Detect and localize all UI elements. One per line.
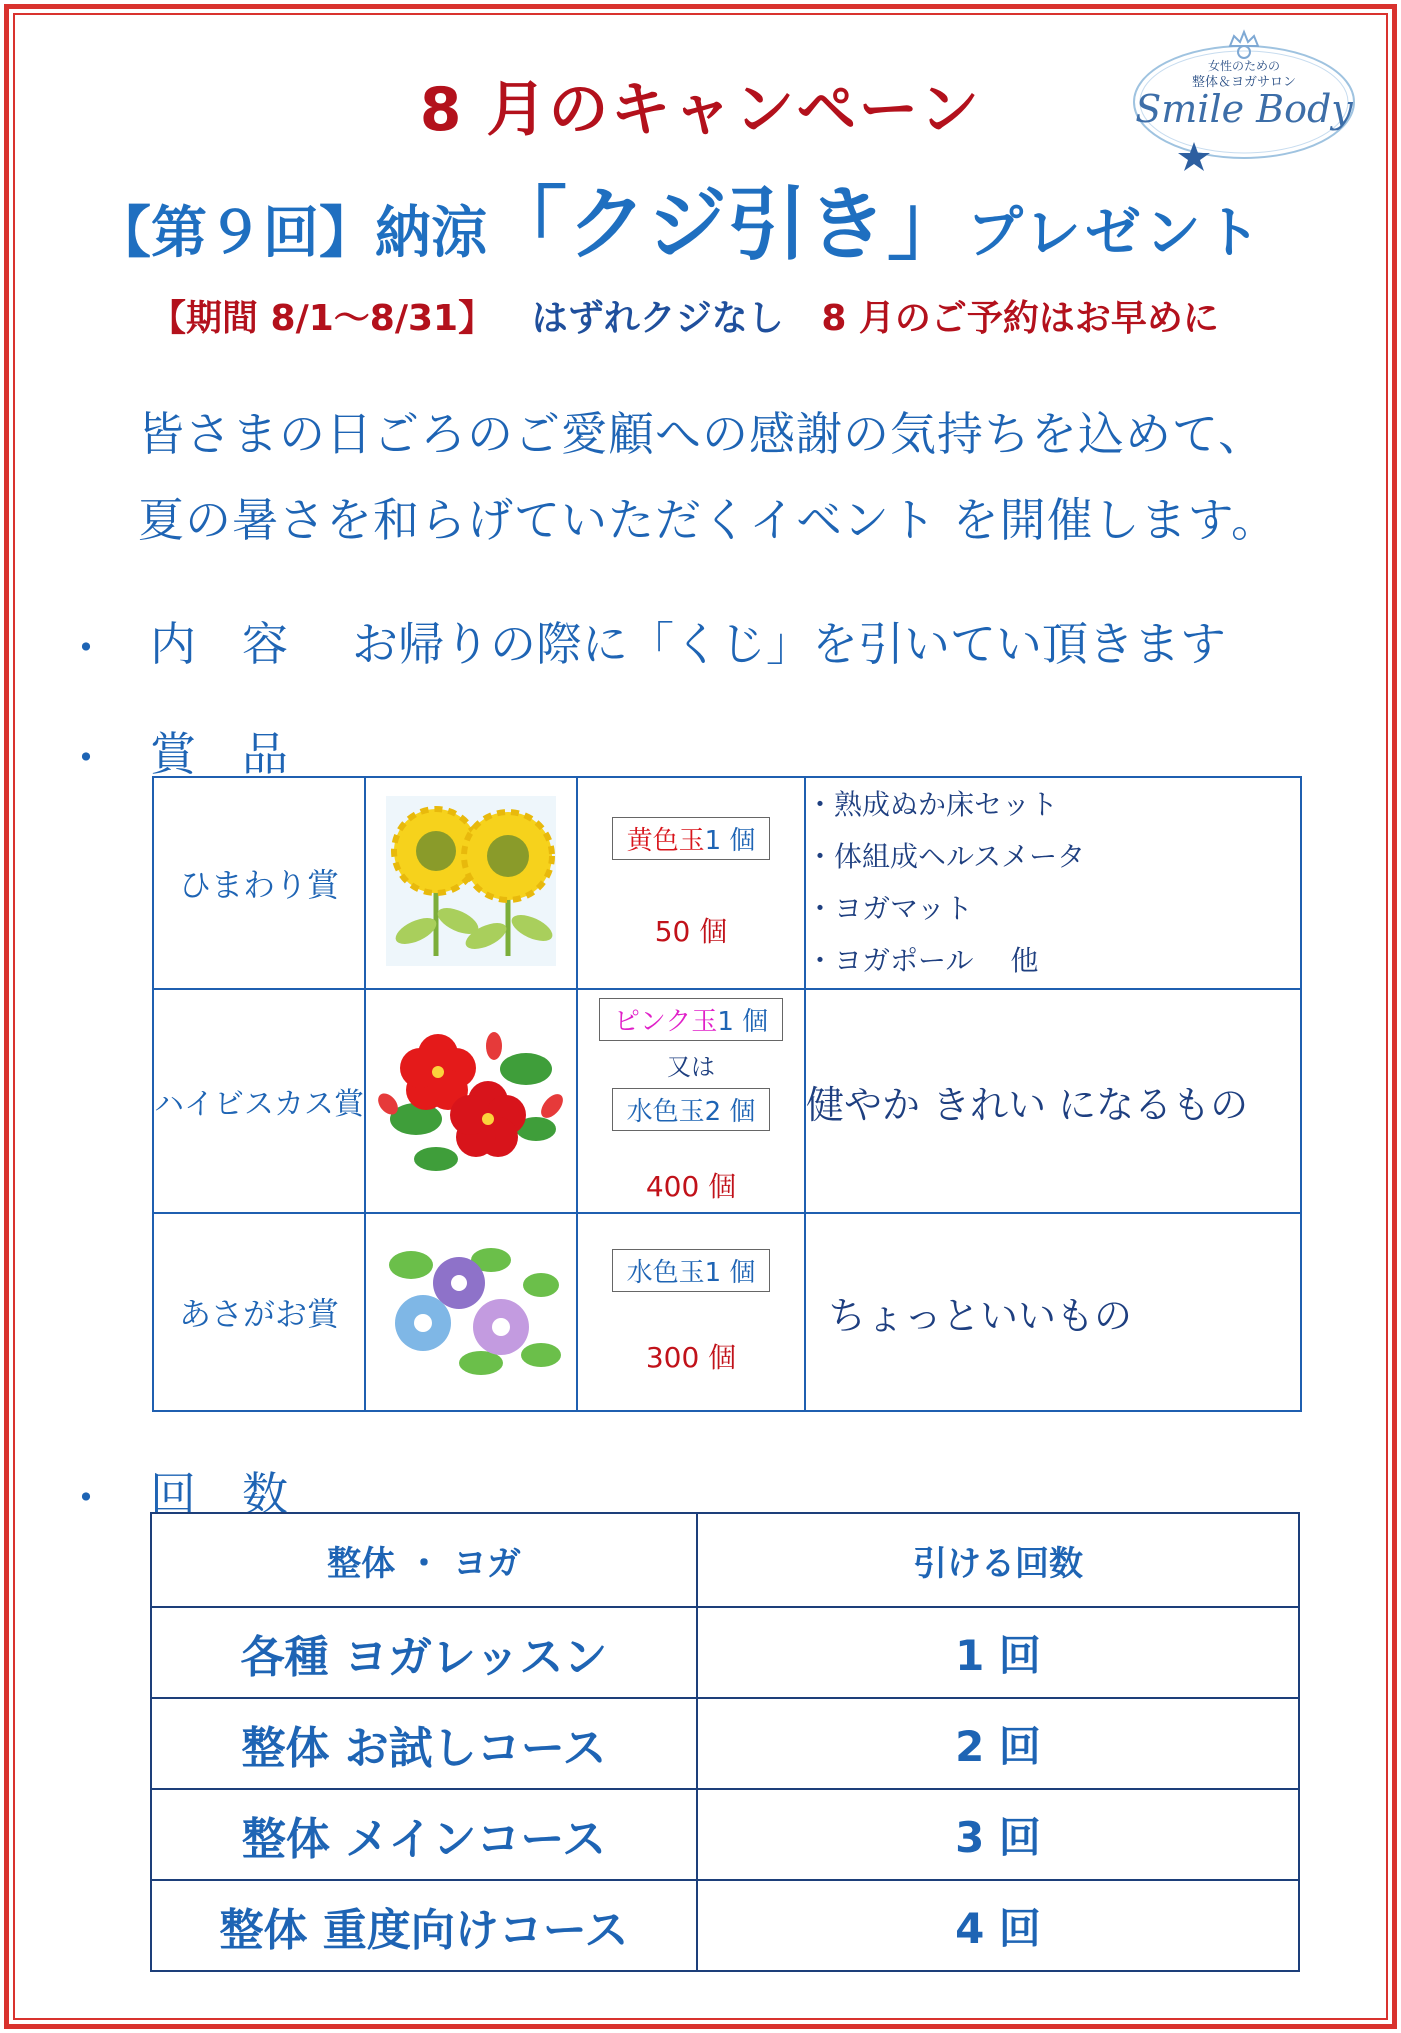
reservation-note: 8 月のご予約はお早めに <box>821 298 1219 339</box>
course-cell: 整体 メインコース <box>151 1789 697 1880</box>
prize-ball-cell <box>577 989 805 1213</box>
prize-description: ちょっといいもの <box>805 1213 1301 1411</box>
ball-label <box>599 998 783 1041</box>
ball-color-name: 水色玉 <box>626 1257 705 1288</box>
times-cell: 2 回 <box>697 1698 1299 1789</box>
campaign-subtitle <box>95 160 1265 275</box>
ball-count: 1 個 <box>704 1257 756 1288</box>
subtitle-suffix: プレゼント <box>967 201 1265 266</box>
prize-quantity: 300 個 <box>645 1340 737 1374</box>
prize-row-hibiscus <box>153 989 1301 1213</box>
campaign-title: 8 月のキャンペーン <box>419 75 982 145</box>
prize-description: 健やか きれい になるもの <box>805 989 1301 1213</box>
subtitle-prefix: 【第９回】納涼 <box>95 201 487 266</box>
prizes-label: 賞 品 <box>150 727 288 781</box>
table-row <box>151 1789 1299 1880</box>
contents-label: 内 容 <box>150 617 288 671</box>
sunflower-image <box>365 777 577 989</box>
hibiscus-image <box>365 989 577 1213</box>
draws-bullet: ・ <box>64 1473 108 1524</box>
ball-label <box>612 1249 771 1292</box>
times-header: 引ける回数 <box>697 1513 1299 1607</box>
or-label: 又は <box>667 1052 715 1081</box>
prize-table <box>152 776 1302 1412</box>
ball-count: 2 個 <box>704 1096 756 1127</box>
draws-label: 回 数 <box>150 1467 288 1521</box>
ball-count: 1 個 <box>717 1006 769 1037</box>
campaign-period <box>150 290 1219 341</box>
ball-color-name: ピンク玉 <box>613 1006 718 1037</box>
prize-ball-cell <box>577 777 805 989</box>
contents-text: お帰りの際に「くじ」を引いてい頂きます <box>352 617 1226 671</box>
no-blanks-note: はずれクジなし <box>531 298 784 339</box>
prize-name: あさがお賞 <box>153 1213 365 1411</box>
prize-ball-cell <box>577 1213 805 1411</box>
table-row <box>151 1698 1299 1789</box>
prize-item: ・熟成ぬか床セット <box>806 788 1059 821</box>
morning-glory-image <box>365 1213 577 1411</box>
ball-color-name: 水色玉 <box>626 1096 705 1127</box>
table-header-row <box>151 1513 1299 1607</box>
ball-label <box>612 817 771 860</box>
svg-text:女性のための: 女性のための <box>1207 59 1281 73</box>
times-cell: 4 回 <box>697 1880 1299 1971</box>
times-cell: 1 回 <box>697 1607 1299 1698</box>
course-cell: 整体 重度向けコース <box>151 1880 697 1971</box>
course-cell: 整体 お試しコース <box>151 1698 697 1789</box>
prize-quantity: 50 個 <box>654 914 728 948</box>
prize-quantity: 400 個 <box>645 1169 737 1203</box>
svg-text:Smile Body: Smile Body <box>1135 87 1353 131</box>
contents-bullet: ・ <box>64 623 108 674</box>
prize-items <box>805 777 1301 989</box>
times-cell: 3 回 <box>697 1789 1299 1880</box>
intro-line-2: 夏の暑さを和らげていただくイベント を開催します。 <box>138 493 1278 547</box>
draw-count-table <box>150 1512 1300 1972</box>
prize-item: ・ヨガマット <box>806 892 973 925</box>
intro-line-1: 皆さまの日ごろのご愛顧への感謝の気持ちを込めて、 <box>138 407 1266 461</box>
prize-item: ・体組成ヘルスメータ <box>806 840 1086 873</box>
prize-name: ハイビスカス賞 <box>153 989 365 1213</box>
prize-item: ・ヨガポール 他 <box>806 944 1039 977</box>
table-row <box>151 1880 1299 1971</box>
ball-color-name: 黄色玉 <box>626 825 705 856</box>
prize-row-morning-glory <box>153 1213 1301 1411</box>
prize-name: ひまわり賞 <box>153 777 365 989</box>
table-row <box>151 1607 1299 1698</box>
ball-label <box>612 1088 771 1131</box>
period-dates: 【期間 8/1～8/31】 <box>150 298 495 339</box>
svg-text:整体＆ヨガサロン: 整体＆ヨガサロン <box>1191 75 1297 90</box>
prizes-bullet: ・ <box>64 733 108 784</box>
prize-row-sunflower <box>153 777 1301 989</box>
course-cell: 各種 ヨガレッスン <box>151 1607 697 1698</box>
course-header: 整体 ・ ヨガ <box>151 1513 697 1607</box>
subtitle-highlight: 「クジ引き」 <box>487 178 967 271</box>
ball-count: 1 個 <box>704 825 756 856</box>
